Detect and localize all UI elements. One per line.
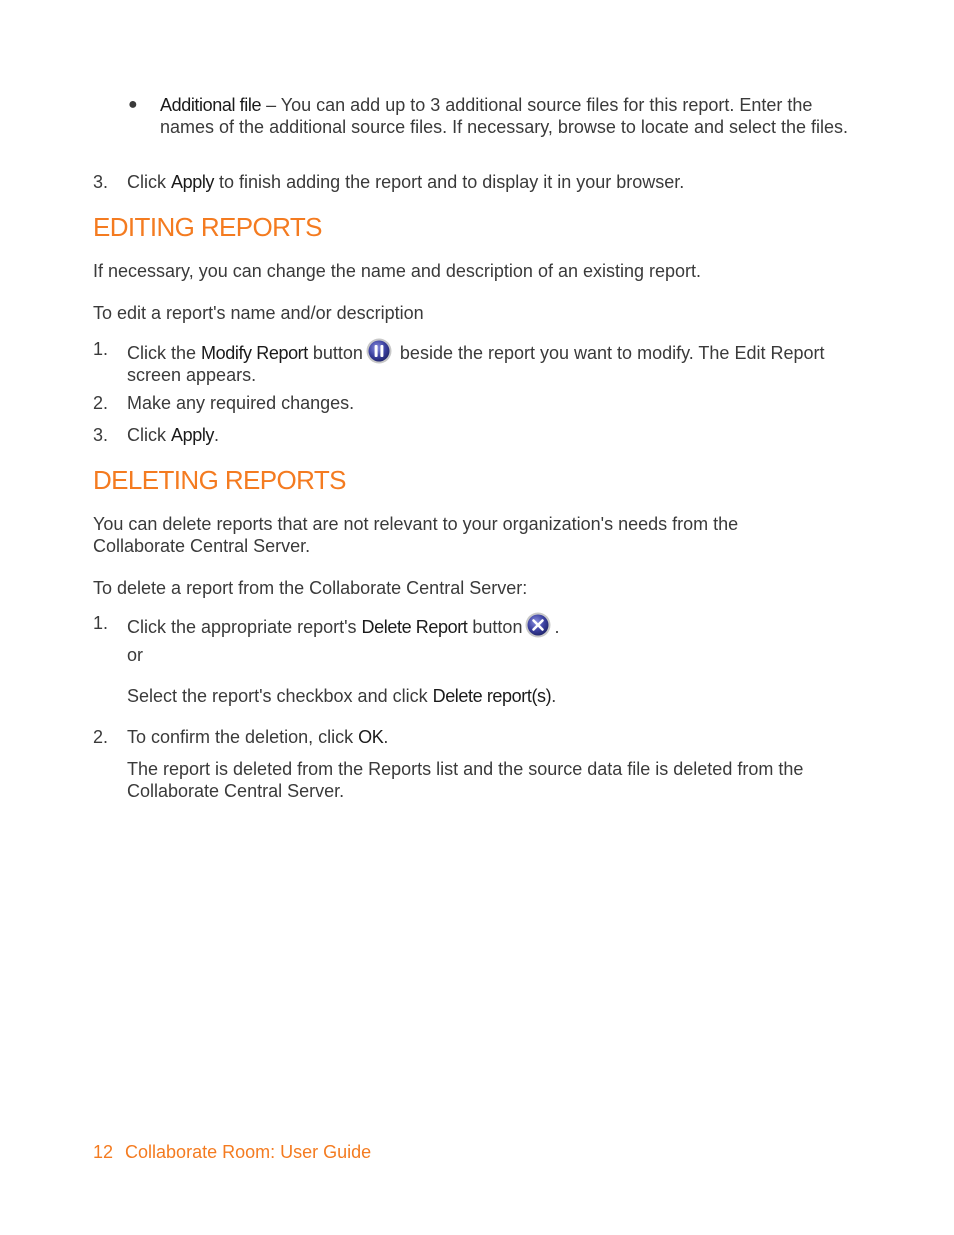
editing-intro: If necessary, you can change the name and description of an existing report. [93, 261, 702, 281]
step-text: . [551, 686, 557, 706]
bullet-marker: ● [128, 96, 138, 113]
ui-term: Apply [171, 172, 215, 192]
deleting-reports-heading: DELETING REPORTS [93, 465, 346, 495]
step-text: Click the appropriate report's [127, 617, 362, 637]
deleting-lead: To delete a report from the Collaborate Central Server: [93, 578, 528, 598]
delete-result: The report is deleted from the Reports list and the source data file is deleted from the Collaborate Central Server. [127, 759, 804, 801]
edit-step-1 [127, 338, 827, 386]
page-number: 12 [93, 1142, 114, 1162]
footer-title: Collaborate Room: User Guide [125, 1142, 372, 1162]
ui-term: Additional file [160, 95, 262, 115]
step-number: 1. [93, 339, 109, 359]
step-number: 3. [93, 425, 109, 445]
delete-report-icon [525, 612, 551, 638]
ui-term: Delete report(s) [432, 686, 552, 706]
delete-step-1 [127, 612, 847, 638]
ui-term: Modify Report [201, 343, 308, 363]
deleting-intro: You can delete reports that are not relevant to your organization's needs from the Collaborate Central Server. [93, 514, 739, 556]
step-text: . [383, 727, 389, 747]
edit-step-2: Make any required changes. [127, 393, 355, 413]
step-text: beside the report you want to modify. The Edit Report screen appears. [127, 343, 825, 385]
editing-reports-heading: EDITING REPORTS [93, 212, 322, 242]
step-text: button [467, 617, 523, 637]
step-text: Select the report's checkbox and click [127, 686, 433, 706]
step-text: to finish adding the report and to display it in your browser. [214, 172, 685, 192]
step-text: . [554, 617, 560, 637]
step-text: To confirm the deletion, click [127, 727, 359, 747]
delete-step-2 [127, 726, 847, 748]
edit-step-3 [127, 424, 827, 446]
page-footer [93, 1141, 371, 1163]
or-text: or [127, 645, 144, 665]
step-number: 2. [93, 727, 109, 747]
ui-term: Apply [171, 425, 215, 445]
step-number: 3. [93, 172, 109, 192]
step-text: button [307, 343, 363, 363]
step-text: Click the [127, 343, 202, 363]
ui-term: OK [358, 727, 384, 747]
ui-term: Delete Report [361, 617, 468, 637]
step-text: Click [127, 172, 171, 192]
delete-alternative [127, 685, 847, 707]
additional-file-bullet [160, 94, 860, 138]
step-apply [127, 171, 857, 193]
step-text: Click [127, 425, 171, 445]
editing-lead: To edit a report's name and/or description [93, 303, 424, 323]
step-text: . [214, 425, 220, 445]
step-number: 2. [93, 393, 109, 413]
step-number: 1. [93, 613, 109, 633]
bullet-text: – You can add up to 3 additional source files for this report. Enter the names of the additional source files. If necessary, browse to locate and select the files. [160, 95, 849, 137]
modify-report-icon [366, 338, 392, 364]
